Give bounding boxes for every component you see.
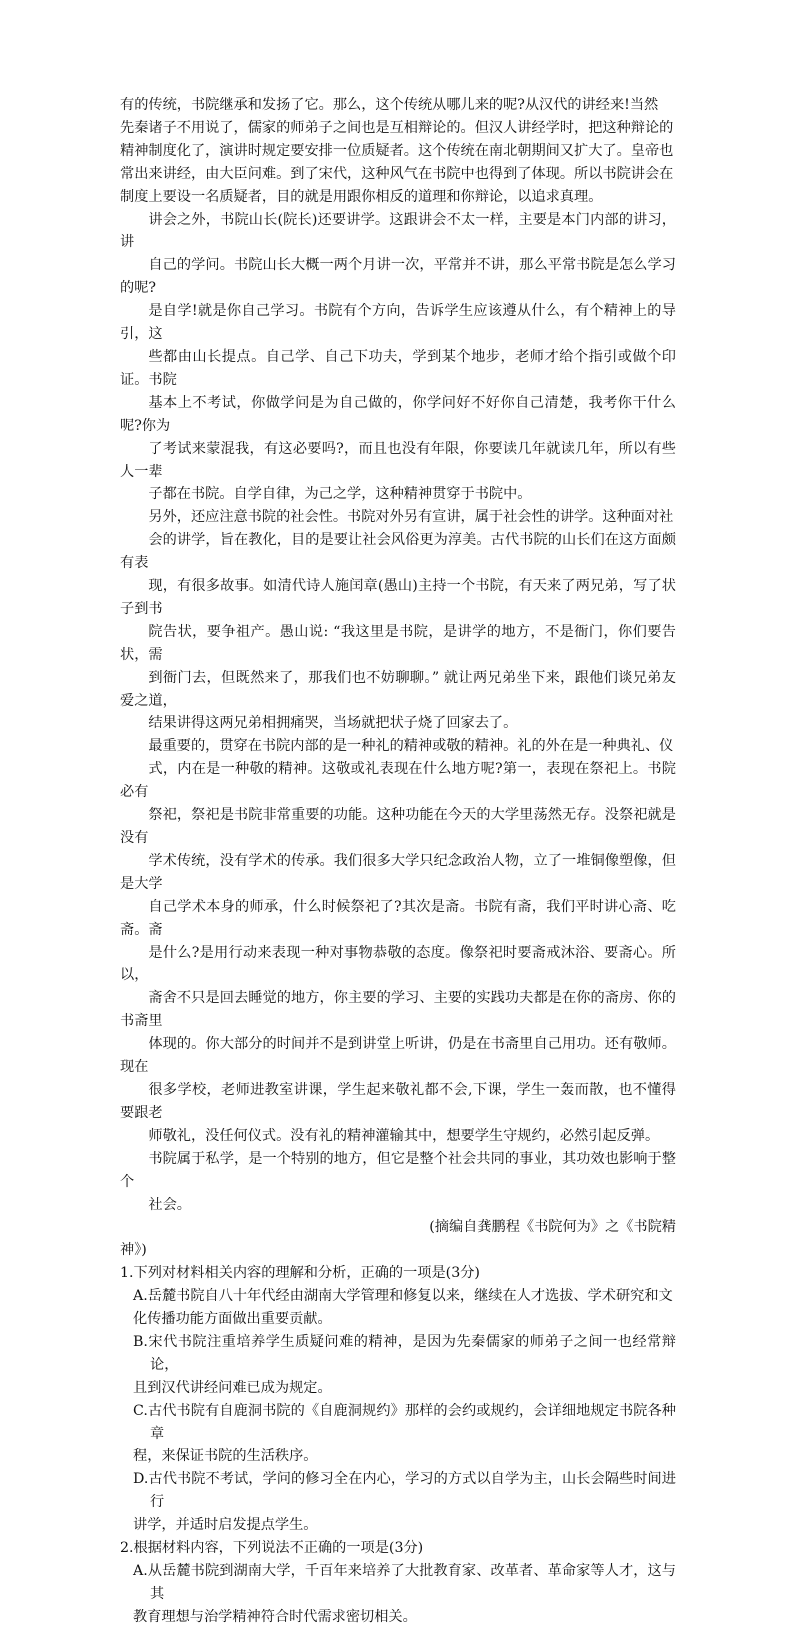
text-line: 到衙门去，但既然来了，那我们也不妨聊聊。” 就让两兄弟坐下来，跟他们谈兄弟友爱之道，	[120, 669, 676, 709]
answer-option	[120, 1331, 676, 1400]
option-line: 讲学，并适时启发提点学生。	[133, 1517, 318, 1534]
question-stem: 2.根据材料内容，下列说法不正确的一项是(3分)	[120, 1540, 424, 1557]
option-line: A.从岳麓书院到湖南大学，千百年来培养了大批教育家、改革者、革命家等人才，这与其	[133, 1563, 676, 1602]
option-line: 化传播功能方面做出重要贡献。	[133, 1311, 332, 1328]
question-stem: 1.下列对材料相关内容的理解和分析，正确的一项是(3分)	[120, 1265, 480, 1282]
text-line: 基本上不考试，你做学问是为自己做的，你学问好不好你自己清楚，我考你干什么呢?你为	[120, 394, 676, 434]
option-line: 教育理想与治学精神符合时代需求密切相关。	[133, 1608, 417, 1625]
text-line: 院告状，要争祖产。愚山说: “我这里是书院，是讲学的地方，不是衙门，你们要告状，需	[120, 623, 676, 663]
text-line: 很多学校，老师进教室讲课，学生起来敬礼都不会,下课，学生一轰而散，也不懂得要跟老	[120, 1081, 676, 1121]
text-line: 学术传统，没有学术的传承。我们很多大学只纪念政治人物，立了一堆铜像塑像，但是大学	[120, 852, 676, 892]
text-line: 是自学!就是你自己学习。书院有个方向，告诉学生应该遵从什么，有个精神上的导引，这	[120, 303, 676, 343]
article-paragraph	[120, 735, 676, 1147]
option-line: A.岳麓书院自八十年代经由湖南大学管理和修复以来，继续在人才选拔、学术研究和文	[133, 1288, 673, 1305]
article-paragraph	[120, 1148, 676, 1217]
option-line: D.古代书院不考试，学问的修习全在内心，学习的方式以自学为主，山长会隔些时间进行	[133, 1471, 676, 1511]
document-body	[120, 94, 676, 1629]
answer-option	[120, 1560, 676, 1629]
text-line: 精神制度化了，演讲时规定要安排一位质疑者。这个传统在南北朝期间又扩大了。皇帝也	[120, 142, 674, 159]
source-citation-continued: 神》)	[120, 1242, 147, 1259]
text-line: 最重要的，贯穿在书院内部的是一种礼的精神或敬的精神。礼的外在是一种典礼、仪	[148, 738, 674, 755]
answer-option	[120, 1285, 676, 1331]
answer-option	[120, 1400, 676, 1469]
article-paragraph	[120, 94, 676, 209]
question-block	[120, 1537, 676, 1629]
text-line: 式，内在是一种敬的精神。这敬或礼表现在什么地方呢?第一，表现在祭祀上。书院必有	[120, 761, 676, 801]
text-line: 常出来讲经，由大臣问难。到了宋代，这种风气在书院中也得到了体现。所以书院讲会在	[120, 165, 674, 182]
article-text	[120, 94, 676, 1216]
article-paragraph	[120, 209, 676, 507]
text-line: 是什么?是用行动来表现一种对事物恭敬的态度。像祭祀时要斋戒沐浴、要斋心。所以，	[120, 944, 676, 984]
option-line: 且到汉代讲经问难已成为规定。	[133, 1379, 332, 1396]
text-line: 书院属于私学，是一个特别的地方，但它是整个社会共同的事业，其功效也影响于整个	[120, 1150, 676, 1190]
text-line: 师敬礼，没任何仪式。没有礼的精神灌输其中，想要学生守规约，必然引起反弹。	[148, 1127, 660, 1144]
text-line: 祭祀，祭祀是书院非常重要的功能。这种功能在今天的大学里荡然无存。没祭祀就是没有	[120, 807, 676, 846]
text-line: 自己的学问。书院山长大概一两个月讲一次，平常并不讲，那么平常书院是怎么学习的呢?	[120, 257, 676, 297]
article-paragraph	[120, 506, 676, 735]
text-line: 自己学术本身的师承，什么时候祭祀了?其次是斋。书院有斋，我们平时讲心斋、吃斋。斋	[120, 898, 676, 938]
text-line: 会的讲学，旨在教化，目的是要让社会风俗更为淳美。古代书院的山长们在这方面颇有表	[120, 532, 676, 572]
option-line: 程，来保证书院的生活秩序。	[133, 1448, 318, 1465]
question-block	[120, 1262, 676, 1537]
source-citation: (摘编自龚鹏程《书院何为》之《书院精	[429, 1219, 676, 1236]
text-line: 另外，还应注意书院的社会性。书院对外另有宣讲，属于社会性的讲学。这种面对社	[148, 509, 674, 526]
text-line: 有的传统，书院继承和发扬了它。那么，这个传统从哪儿来的呢?从汉代的讲经来!当然	[120, 97, 659, 113]
text-line: 现，有很多故事。如清代诗人施闰章(愚山)主持一个书院，有天来了两兄弟，写了状子到书	[120, 578, 676, 617]
text-line: 些都由山长提点。自己学、自己下功夫，学到某个地步，老师才给个指引或做个印证。书院	[120, 348, 676, 388]
text-line: 制度上要设一名质疑者，目的就是用跟你相反的道理和你辩论，以追求真理。	[120, 188, 603, 205]
text-line: 讲会之外，书院山长(院长)还要讲学。这跟讲会不太一样，主要是本门内部的讲习，讲	[120, 211, 676, 251]
text-line: 了考试来蒙混我，有这必要吗?，而且也没有年限，你要读几年就读几年，所以有些人一辈	[120, 440, 676, 480]
answer-option	[120, 1468, 676, 1537]
text-line: 斋舍不只是回去睡觉的地方，你主要的学习、主要的实践功夫都是在你的斋房、你的书斋里	[120, 990, 676, 1030]
text-line: 先秦诸子不用说了，儒家的师弟子之间也是互相辩论的。但汉人讲经学时，把这种辩论的	[120, 119, 674, 136]
option-line: C.古代书院有自鹿洞书院的《自鹿洞规约》那样的会约或规约，会详细地规定书院各种章	[133, 1402, 676, 1442]
text-line: 体现的。你大部分的时间并不是到讲堂上听讲，仍是在书斋里自己用功。还有敬师。现在	[120, 1036, 676, 1076]
option-line: B.宋代书院注重培养学生质疑问难的精神，是因为先秦儒家的师弟子之间一也经常辩论，	[133, 1333, 676, 1373]
text-line: 社会。	[148, 1196, 191, 1213]
text-line: 结果讲得这两兄弟相拥痛哭，当场就把状子烧了回家去了。	[148, 715, 518, 732]
text-line: 子都在书院。自学自律，为己之学，这种精神贯穿于书院中。	[148, 486, 532, 503]
